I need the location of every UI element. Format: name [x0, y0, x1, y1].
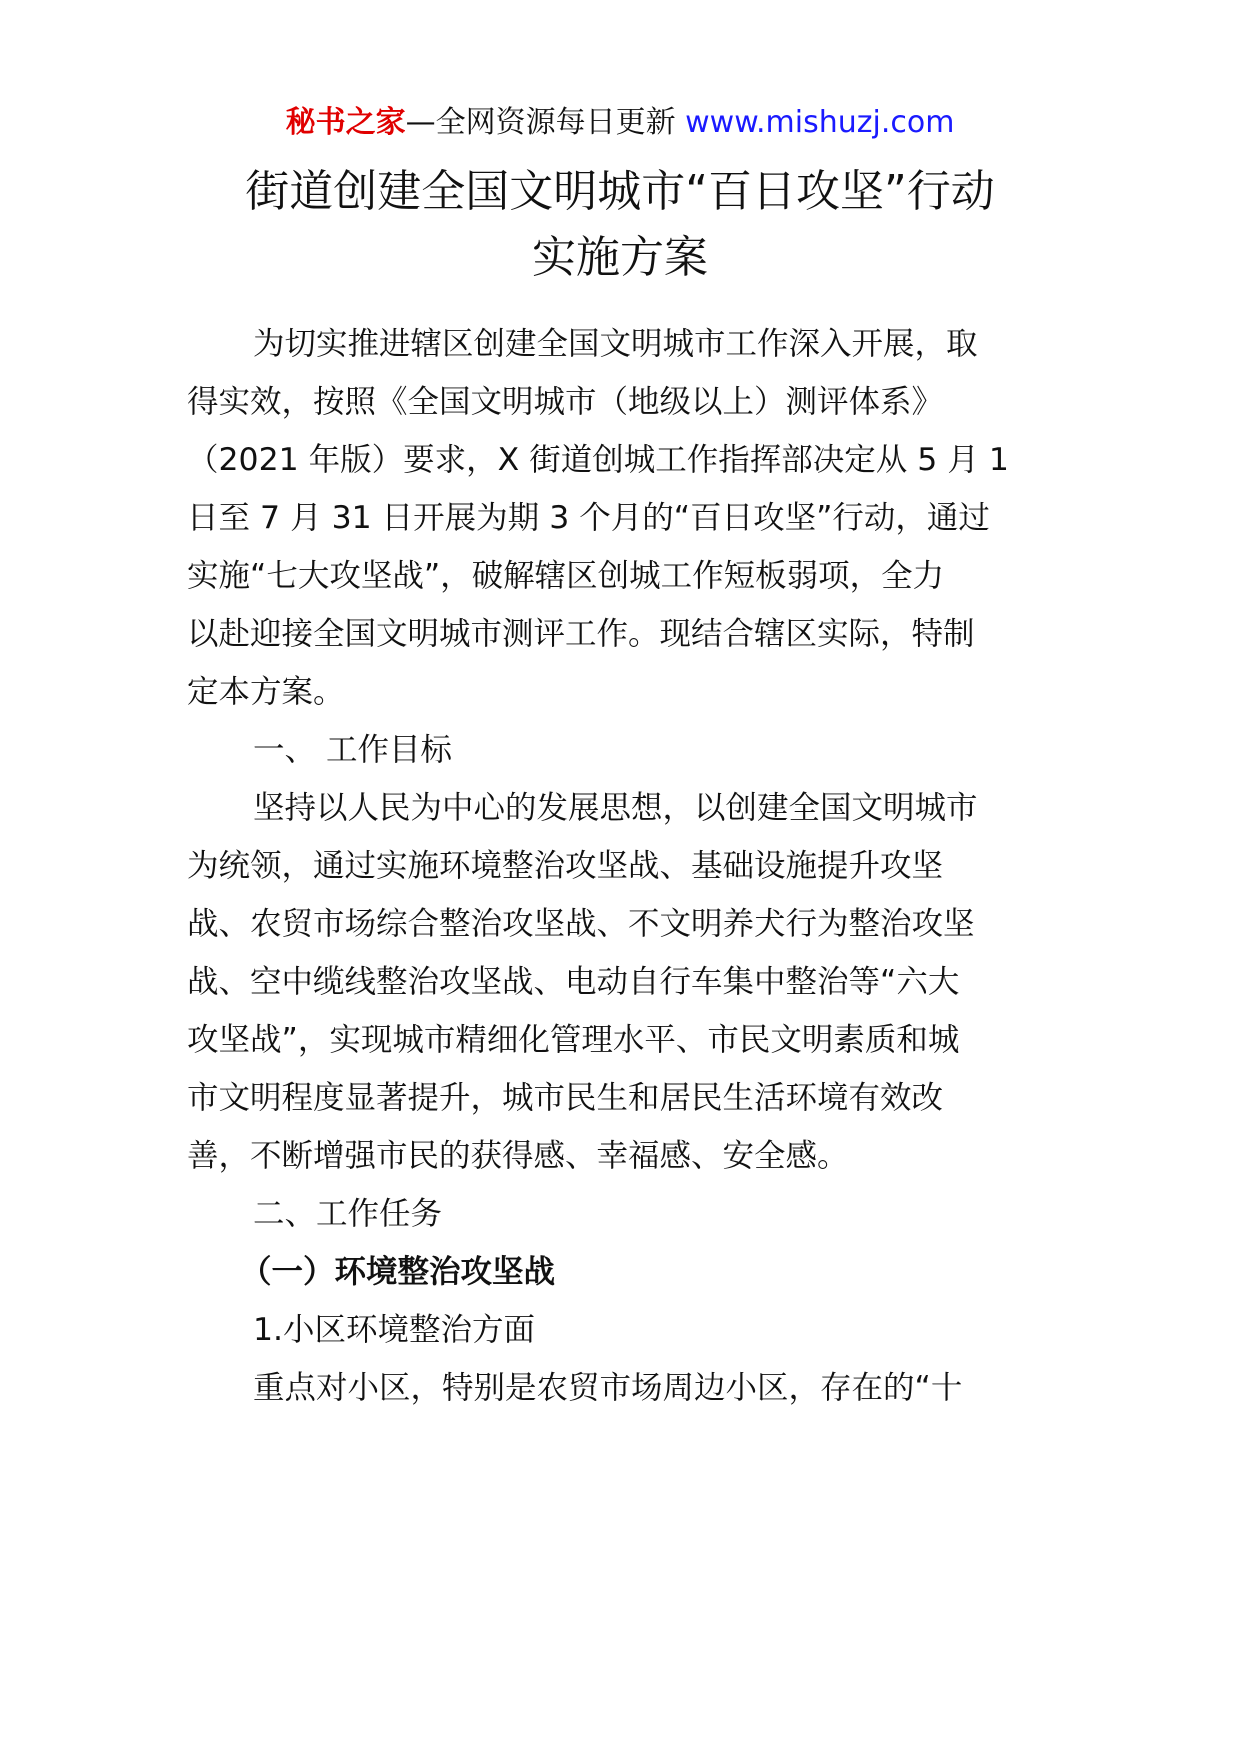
site-url-link[interactable]: www.mishuzj.com: [685, 105, 955, 140]
section-heading-goals: 一、 工作目标: [253, 732, 453, 768]
goals-line: 战、农贸市场综合整治攻坚战、不文明养犬行为整治攻坚: [187, 906, 975, 942]
goals-line: 善，不断增强市民的获得感、幸福感、安全感。: [187, 1138, 849, 1174]
intro-line: 得实效，按照《全国文明城市（地级以上）测评体系》: [187, 384, 944, 420]
item-community-environment: 1.小区环境整治方面: [253, 1312, 536, 1348]
intro-line: 以赴迎接全国文明城市测评工作。现结合辖区实际，特制: [187, 616, 975, 652]
goals-line: 坚持以人民为中心的发展思想，以创建全国文明城市: [253, 790, 978, 826]
intro-line: 实施“七大攻坚战”，破解辖区创城工作短板弱项，全力: [187, 558, 945, 594]
item-community-text: 重点对小区，特别是农贸市场周边小区，存在的“十: [253, 1370, 963, 1406]
document-title-line2: 实施方案: [532, 232, 708, 283]
brand-name: 秘书之家: [285, 105, 406, 140]
subheading-environment: （一）环境整治攻坚战: [240, 1254, 556, 1290]
intro-line: 定本方案。: [187, 674, 345, 710]
intro-line: 日至 7 月 31 日开展为期 3 个月的“百日攻坚”行动，通过: [187, 500, 990, 536]
intro-line: （2021 年版）要求，X 街道创城工作指挥部决定从 5 月 1: [187, 442, 1009, 478]
goals-line: 攻坚战”，实现城市精细化管理水平、市民文明素质和城: [187, 1022, 960, 1058]
section-heading-tasks: 二、工作任务: [253, 1196, 443, 1232]
document-title-line1: 街道创建全国文明城市“百日攻坚”行动: [245, 166, 995, 217]
site-header: [0, 103, 1240, 143]
goals-line: 市文明程度显著提升，城市民生和居民生活环境有效改: [187, 1080, 944, 1116]
goals-line: 战、空中缆线整治攻坚战、电动自行车集中整治等“六大: [187, 964, 960, 1000]
goals-line: 为统领，通过实施环境整治攻坚战、基础设施提升攻坚: [187, 848, 944, 884]
header-slogan: —全网资源每日更新: [405, 105, 686, 140]
intro-line: 为切实推进辖区创建全国文明城市工作深入开展，取: [253, 326, 978, 362]
